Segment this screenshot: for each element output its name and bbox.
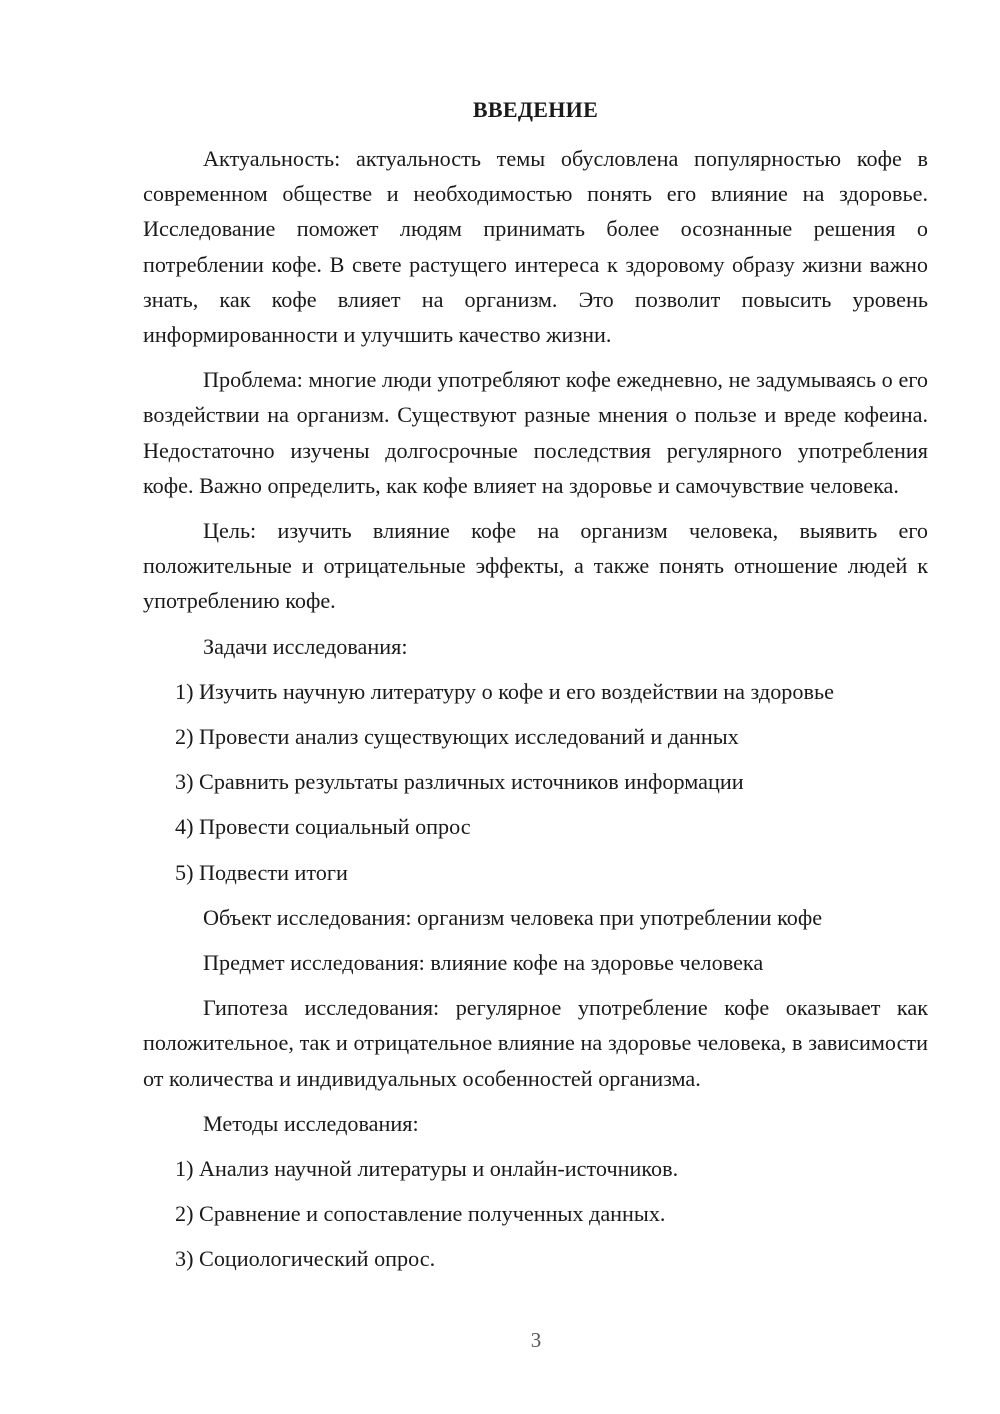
list-item: 4) Провести социальный опрос (175, 814, 471, 840)
tasks-list (143, 674, 928, 890)
page-number: 3 (530, 1328, 542, 1352)
tasks-heading: Задачи исследования: (203, 633, 408, 659)
list-item: 3) Сравнить результаты различных источников информации (175, 769, 744, 795)
problem-paragraph: Проблема: многие люди употребляют кофе ежедневно, не задумываясь о его воздействии на организм. Существуют разные мнения о пользе и вреде кофеина. Недостаточно изучены долгосрочные последствия регулярного употребления кофе. Важно определить, как кофе влияет на здоровье и самочувствие человека. (143, 367, 928, 498)
object-line: Объект исследования: организм человека при употреблении кофе (203, 904, 823, 930)
hypothesis-paragraph: Гипотеза исследования: регулярное употребление кофе оказывает как положительное, так и отрицательное влияние на здоровье человека, в зависимости от количества и индивидуальных особенностей организма. (143, 995, 928, 1091)
list-item: 1) Анализ научной литературы и онлайн-источников. (175, 1156, 679, 1182)
methods-list (143, 1151, 928, 1277)
list-item: 3) Социологический опрос. (175, 1246, 436, 1272)
relevance-paragraph: Актуальность: актуальность темы обусловлена популярностью кофе в современном обществе и необходимостью понять его влияние на здоровье. Исследование поможет людям принимать более осознанные решения о потреблении кофе. В свете растущего интереса к здоровому образу жизни важно знать, как кофе влияет на организм. Это позволит повысить уровень информированности и улучшить качество жизни. (143, 146, 928, 348)
page-title: ВВЕДЕНИЕ (472, 97, 599, 122)
methods-heading: Методы исследования: (203, 1110, 419, 1136)
list-item: 1) Изучить научную литературу о кофе и его воздействии на здоровье (175, 678, 834, 704)
list-item: 2) Сравнение и сопоставление полученных данных. (175, 1201, 666, 1227)
subject-line: Предмет исследования: влияние кофе на здоровье человека (203, 950, 764, 976)
list-item: 2) Провести анализ существующих исследований и данных (175, 724, 739, 750)
list-item: 5) Подвести итоги (175, 859, 348, 885)
goal-paragraph: Цель: изучить влияние кофе на организм человека, выявить его положительные и отрицательные эффекты, а также понять отношение людей к употреблению кофе. (143, 518, 928, 614)
